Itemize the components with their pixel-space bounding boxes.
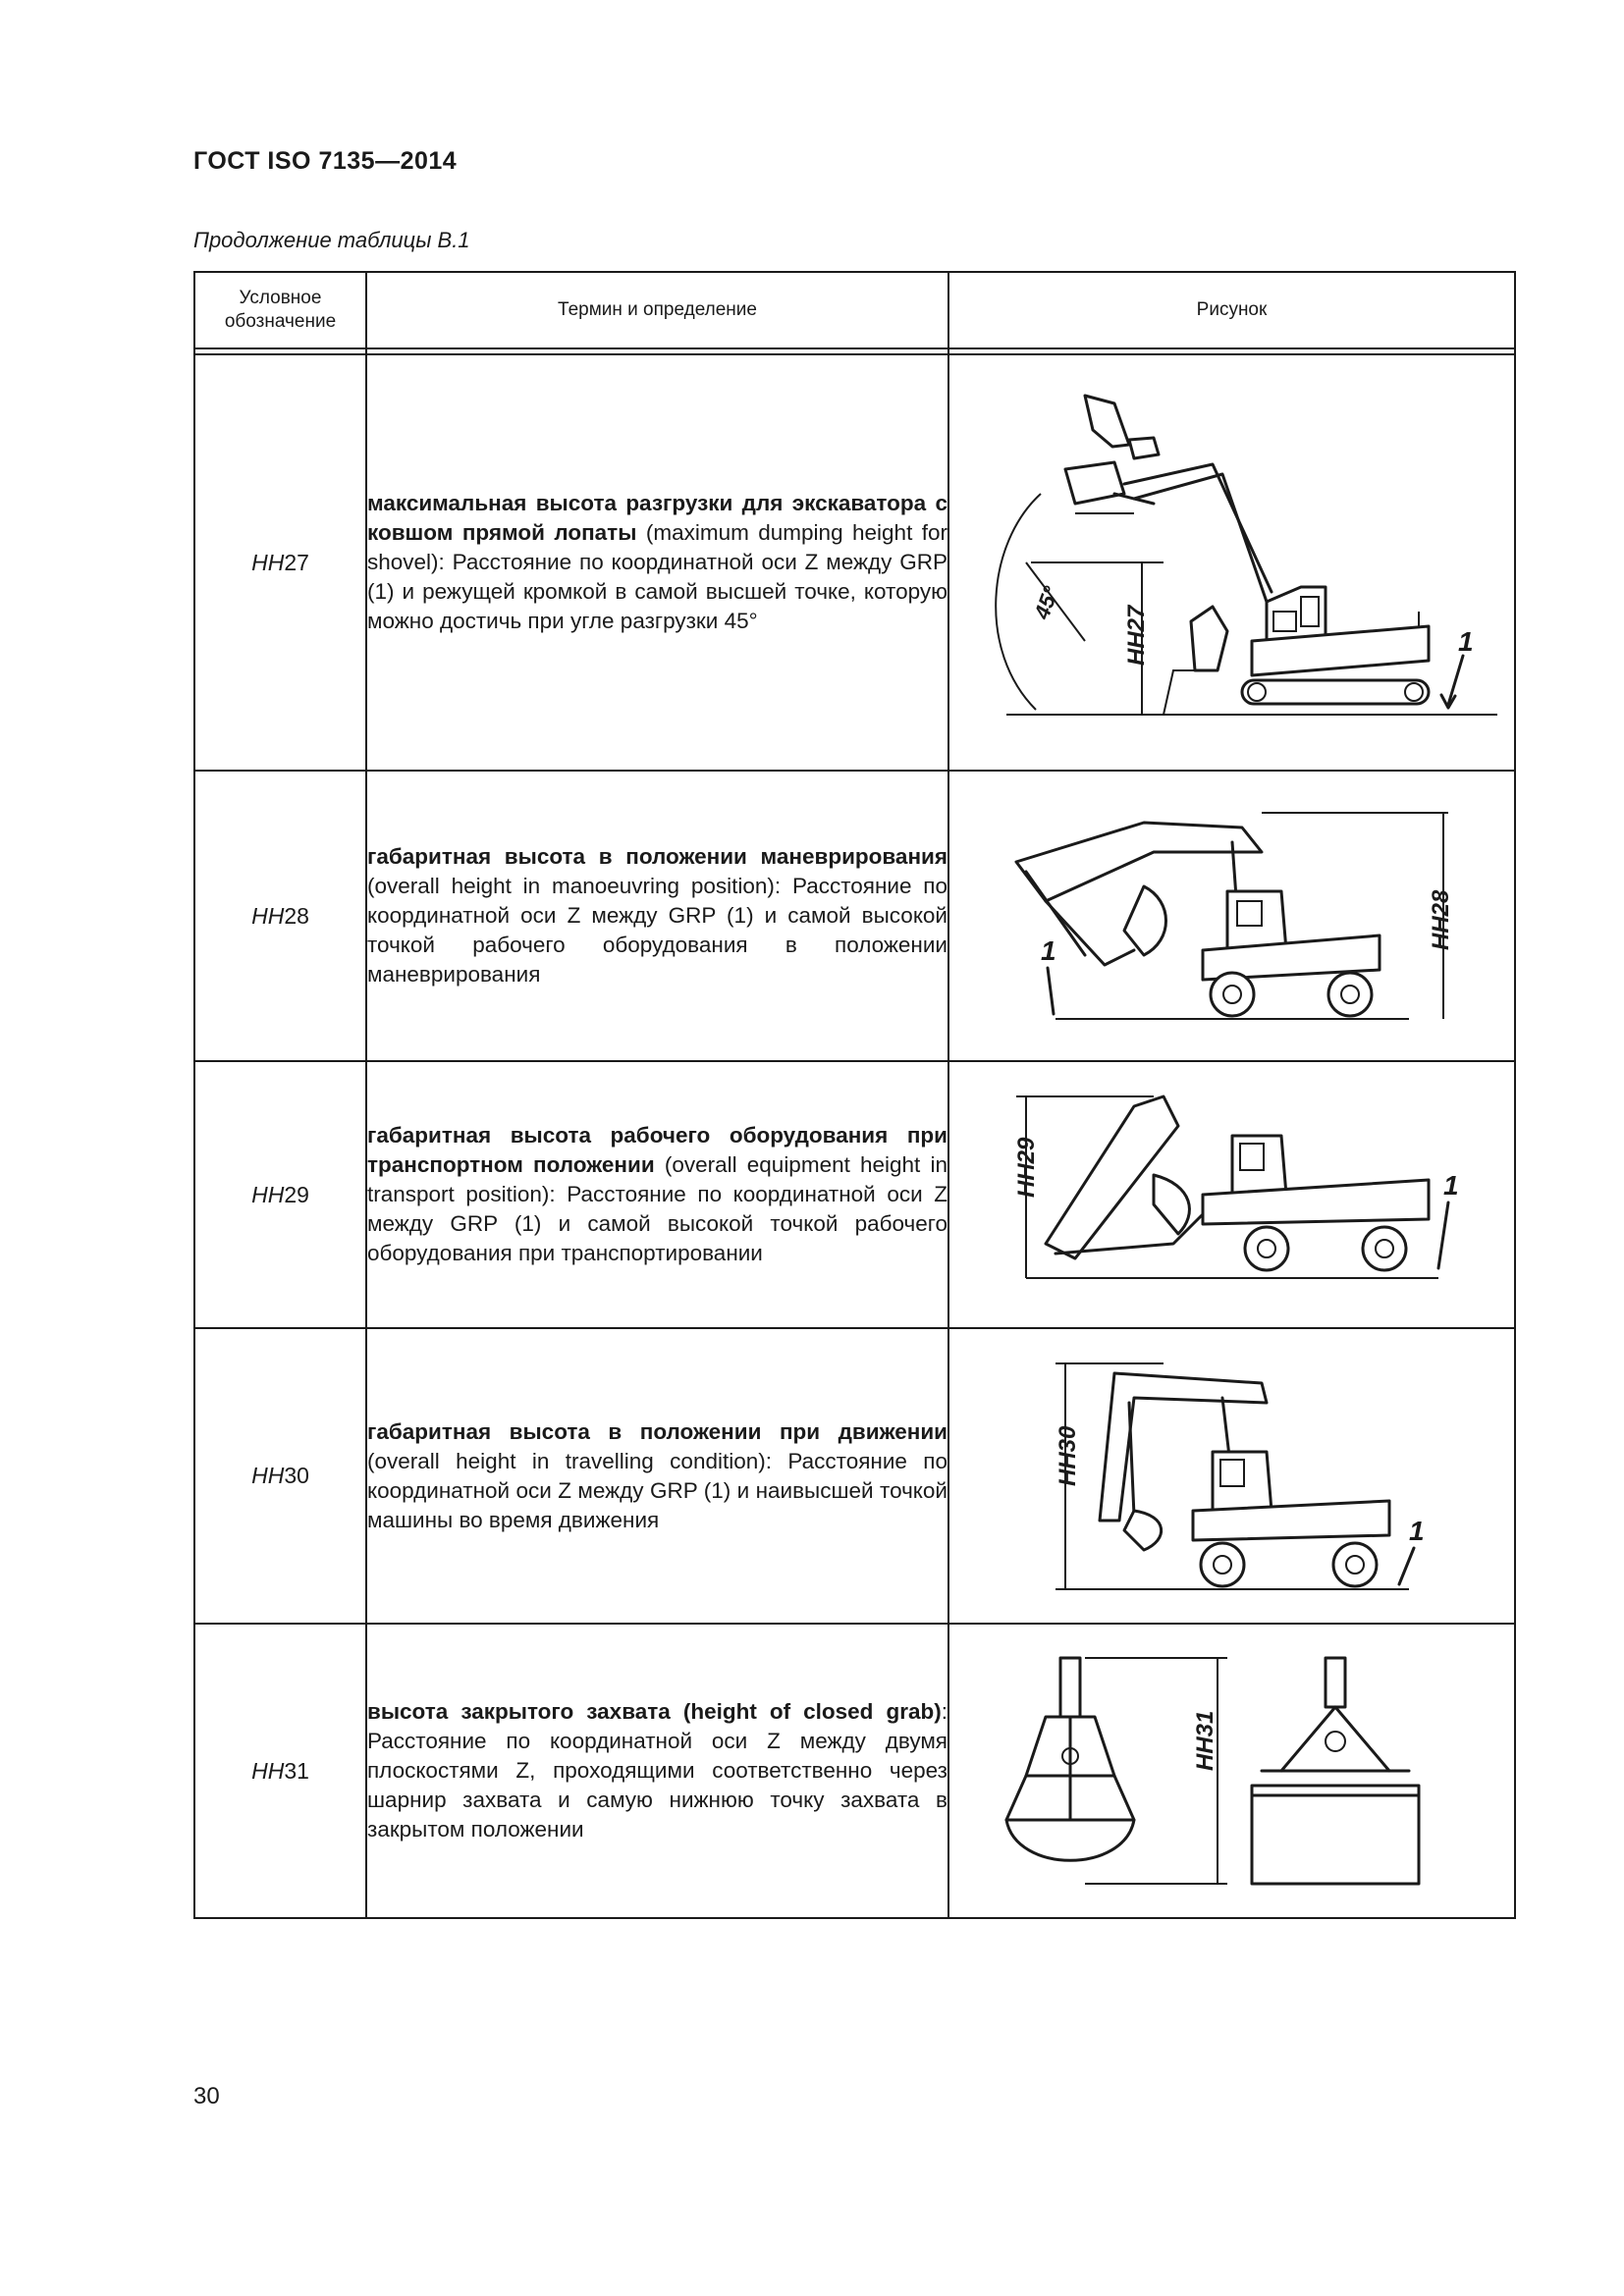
definition-cell: габаритная высота в положении маневрирования (overall height in manoeuvring position): Расстояние по координатной оси Z между GRP (1) и самой высокой точкой рабочего оборудования в положении маневрирования: [366, 771, 948, 1061]
dimension-label: HH28: [1427, 889, 1454, 950]
wheeled-excavator-manoeuvring-figure: [987, 793, 1478, 1039]
definition-cell: габаритная высота в положении при движении (overall height in travelling condition): Расстояние по координатной оси Z между GRP (1) и наивысшей точкой машины во время движения: [366, 1328, 948, 1624]
column-header-term: Термин и определение: [366, 272, 948, 348]
figure-cell: [948, 354, 1515, 771]
table-caption: Продолжение таблицы В.1: [193, 228, 470, 252]
reference-label: 1: [1457, 626, 1474, 657]
table-row: [194, 354, 1515, 771]
dimension-label: HH29: [1012, 1137, 1040, 1198]
symbol-cell: HH27: [194, 354, 366, 771]
wheeled-excavator-transport-figure: [987, 1077, 1478, 1312]
document-header: ГОСТ ISO 7135—2014: [193, 147, 458, 175]
table-header-row: [194, 272, 1515, 348]
reference-label: 1: [1442, 1170, 1459, 1201]
symbol-cell: HH30: [194, 1328, 366, 1624]
definition-cell: высота закрытого захвата (height of closed grab): Расстояние по координатной оси Z между двумя плоскостями Z, проходящими соответственно через шарнир захвата и самую нижнюю точку захвата в закрытом положении: [366, 1624, 948, 1918]
closed-grab-figure: [987, 1638, 1478, 1903]
reference-label: 1: [1040, 935, 1056, 966]
terms-table: [193, 271, 1516, 1919]
page-number: 30: [193, 2083, 220, 2109]
figure-cell: [948, 771, 1515, 1061]
table-row: [194, 1624, 1515, 1918]
column-header-symbol: Условное обозначение: [194, 272, 366, 348]
definition-cell: максимальная высота разгрузки для экскаватора с ковшом прямой лопаты (maximum dumping height for shovel): Расстояние по координатной оси Z между GRP (1) и режущей кромкой в самой высшей точке, которую можно достичь при угле разгрузки 45°: [366, 354, 948, 771]
angle-label: 45°: [1028, 583, 1063, 622]
dimension-label: HH30: [1054, 1425, 1081, 1486]
figure-cell: [948, 1624, 1515, 1918]
shovel-excavator-figure: [967, 376, 1497, 749]
symbol-cell: HH28: [194, 771, 366, 1061]
wheeled-excavator-travelling-figure: [987, 1344, 1478, 1609]
symbol-cell: HH31: [194, 1624, 366, 1918]
reference-label: 1: [1408, 1515, 1425, 1546]
definition-cell: габаритная высота рабочего оборудования при транспортном положении (overall equipment height in transport position): Расстояние по координатной оси Z между GRP (1) и самой высокой точкой рабочего оборудования при транспортировании: [366, 1061, 948, 1328]
figure-cell: [948, 1061, 1515, 1328]
symbol-cell: HH29: [194, 1061, 366, 1328]
dimension-label: HH27: [1122, 605, 1150, 666]
table-row: [194, 1061, 1515, 1328]
table-row: [194, 1328, 1515, 1624]
column-header-figure: Рисунок: [948, 272, 1515, 348]
figure-cell: [948, 1328, 1515, 1624]
table-row: [194, 771, 1515, 1061]
dimension-label: HH31: [1191, 1710, 1218, 1771]
